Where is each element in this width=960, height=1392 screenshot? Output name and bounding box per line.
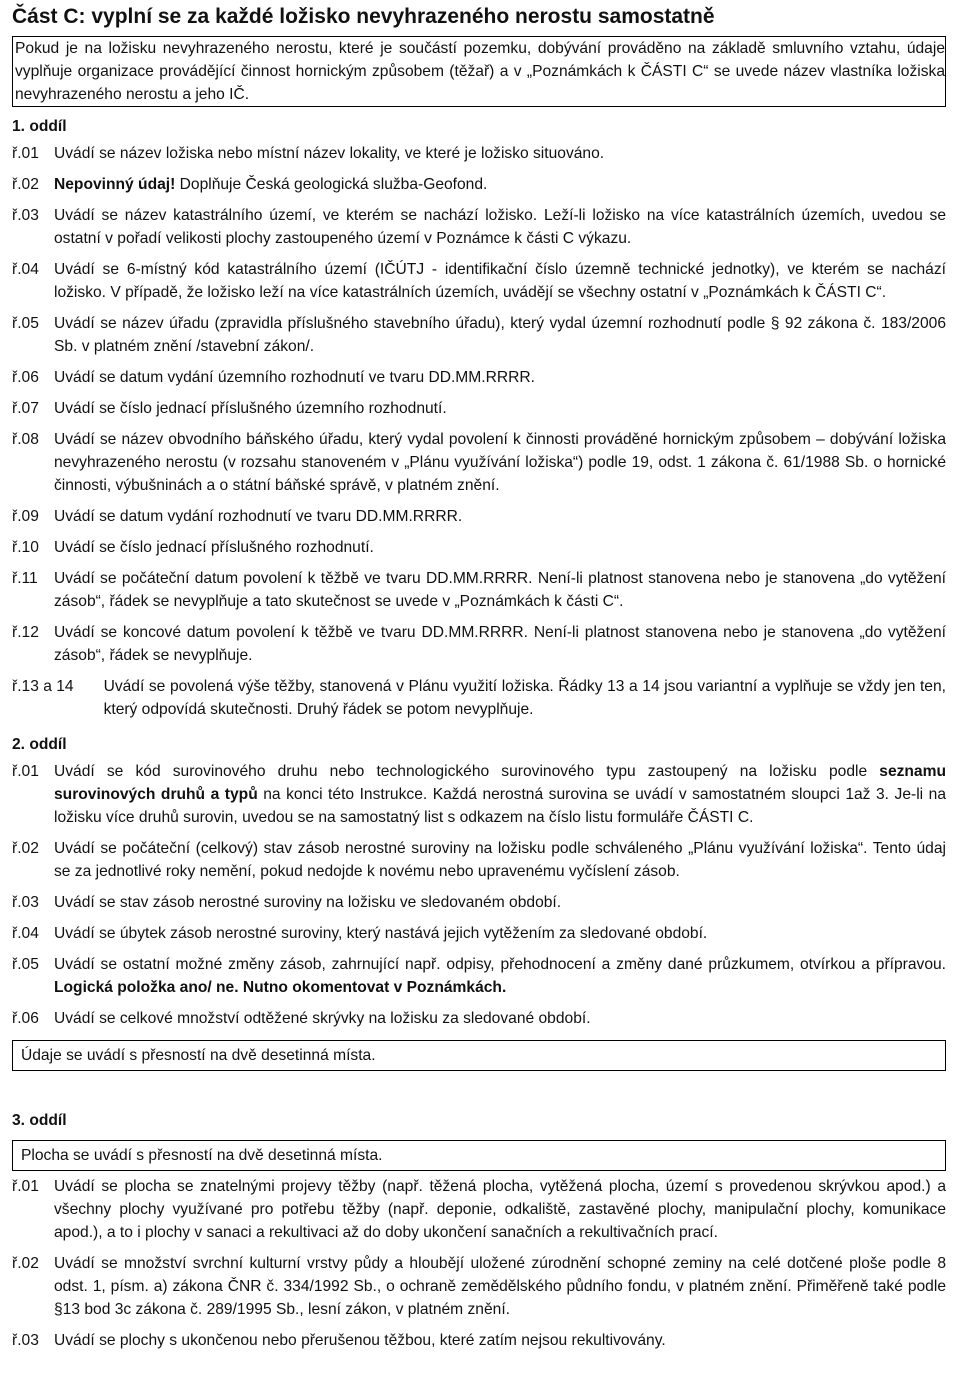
s2-row-06 (12, 1007, 946, 1030)
row-bold-text: Logická položka ano/ ne. Nutno okomentovat v Poznámkách. (54, 979, 507, 996)
row-text: Uvádí se koncové datum povolení k těžbě ve tvaru DD.MM.RRRR. Není-li platnost stanovena nebo je stanovena „do vytěžení zásob“, řádek se nevyplňuje. (54, 624, 946, 664)
row-label: ř.01 (12, 145, 39, 162)
s3-row-03 (12, 1329, 946, 1352)
row-bold-text: Nepovinný údaj! (54, 176, 176, 193)
row-text-continued: na konci této Instrukce. Každá nerostná surovina se uvádí v samostatném sloupci 1až 3. Je-li na ložisku více druhů surovin, uvedou se na samostatný list s odkazem na číslo listu formuláře ČÁSTI C. (54, 786, 946, 826)
row-text: Uvádí se množství svrchní kulturní vrstvy půdy a hloubějí uložené zúrodnění schopné zeminy na celé dotčené ploše podle 8 odst. 1, písm. a) zákona ČNR č. 334/1992 Sb., o ochraně zemědělského půdního fondu, v platném znění. Přiměřeně také podle §13 bod 3c zákona č. 289/1995 Sb., lesní zákon, v platném znění. (54, 1255, 946, 1318)
row-text: Uvádí se název katastrálního území, ve kterém se nachází ložisko. Leží-li ložisko na více katastrálních územích, uvedou se ostatní v pořadí velikosti plochy zastoupeného území v Poznámce k části C výkazu. (54, 207, 946, 247)
row-label: ř.01 (12, 763, 39, 780)
row-text: Uvádí se celkové množství odtěžené skrývky na ložisku za sledované období. (54, 1010, 591, 1027)
row-text: Uvádí se název ložiska nebo místní název lokality, ve které je ložisko situováno. (54, 145, 605, 162)
row-label: ř.07 (12, 400, 39, 417)
s1-row-01 (12, 142, 946, 165)
row-bold-text: seznamu surovinových druhů a typů (54, 763, 946, 803)
row-text: Uvádí se číslo jednací příslušného územního rozhodnutí. (54, 400, 447, 417)
row-label: ř.13 a 14 (12, 678, 74, 695)
row-text: Uvádí se 6-místný kód katastrálního území (IČÚTJ - identifikační číslo územně technické jednotky), ve kterém se nachází ložisko. V případě, že ložisko leží na více katastrálních územích, uvádějí se všechny ostatní v „Poznámkách k ČÁSTI C“. (54, 261, 946, 301)
row-label: ř.04 (12, 925, 39, 942)
row-label: ř.05 (12, 315, 39, 332)
s2-row-04 (12, 922, 946, 945)
s1-row-13-14 (12, 675, 946, 721)
s1-row-03 (12, 204, 946, 250)
section-3-note-box (12, 1140, 946, 1171)
s3-row-02 (12, 1252, 946, 1321)
s2-row-02 (12, 837, 946, 883)
s1-row-10 (12, 536, 946, 559)
row-text: Uvádí se stav zásob nerostné suroviny na ložisku ve sledovaném období. (54, 894, 562, 911)
s1-row-05 (12, 312, 946, 358)
row-text: Uvádí se počáteční datum povolení k těžbě ve tvaru DD.MM.RRRR. Není-li platnost stanovena nebo je stanovena „do vytěžení zásob“, řádek se nevyplňuje a tato skutečnost se uvede v „Poznámkách k části C“. (54, 570, 946, 610)
row-text: Uvádí se datum vydání rozhodnutí ve tvaru DD.MM.RRRR. (54, 508, 463, 525)
s1-row-06 (12, 366, 946, 389)
s1-row-09 (12, 505, 946, 528)
section-1-heading: 1. oddíl (12, 118, 67, 135)
row-label: ř.10 (12, 539, 39, 556)
row-label: ř.06 (12, 1010, 39, 1027)
row-label: ř.11 (12, 570, 38, 587)
row-label: ř.04 (12, 261, 39, 278)
row-label: ř.01 (12, 1178, 39, 1195)
s2-row-03 (12, 891, 946, 914)
row-text: Uvádí se název úřadu (zpravidla příslušného stavebního úřadu), který vydal územní rozhodnutí podle § 92 zákona č. 183/2006 Sb. v platném znění /stavební zákon/. (54, 315, 946, 355)
row-label: ř.02 (12, 840, 39, 857)
row-text: Uvádí se ostatní možné změny zásob, zahrnující např. odpisy, přehodnocení a změny dané průzkumem, otvírkou a přípravou. (54, 956, 946, 973)
intro-box (12, 36, 946, 107)
row-label: ř.06 (12, 369, 39, 386)
s2-row-05 (12, 953, 946, 999)
row-label: ř.12 (12, 624, 39, 641)
row-text: Uvádí se název obvodního báňského úřadu, který vydal povolení k činnosti prováděné hornickým způsobem – dobývání ložiska nevyhrazeného nerostu (v rozsahu stanoveném v „Plánu využívání ložiska“) podle 19, odst. 1 zákona č. 61/1988 Sb. o hornické činnosti, výbušninách a o státní báňské správě, v platném znění. (54, 431, 946, 494)
row-text: Uvádí se povolená výše těžby, stanovená v Plánu využití ložiska. Řádky 13 a 14 jsou variantní a vyplňuje se vždy jen ten, který odpovídá skutečnosti. Druhý řádek se potom nevyplňuje. (103, 678, 946, 718)
note-text: Plocha se uvádí s přesností na dvě desetinná místa. (21, 1147, 383, 1164)
note-text: Údaje se uvádí s přesností na dvě desetinná místa. (21, 1047, 376, 1064)
s1-row-04 (12, 258, 946, 304)
intro-text: Pokud je na ložisku nevyhrazeného nerostu, které je součástí pozemku, dobývání prováděno na základě smluvního vztahu, údaje vyplňuje organizace provádějící činnost hornickým způsobem (těžař) a v „Poznámkách k ČÁSTI C“ se uvede název vlastníka ložiska nevyhrazeného nerostu a jeho IČ. (15, 40, 945, 103)
row-label: ř.03 (12, 894, 39, 911)
s1-row-12 (12, 621, 946, 667)
page-title: Část C: vyplní se za každé ložisko nevyhrazeného nerostu samostatně (12, 5, 715, 28)
row-text: Uvádí se datum vydání územního rozhodnutí ve tvaru DD.MM.RRRR. (54, 369, 536, 386)
row-text: Doplňuje Česká geologická služba-Geofond. (175, 176, 488, 193)
row-text: Uvádí se číslo jednací příslušného rozhodnutí. (54, 539, 374, 556)
s1-row-08 (12, 428, 946, 497)
s2-row-01 (12, 760, 946, 829)
row-text: Uvádí se plocha se znatelnými projevy těžby (např. těžená plocha, vytěžená plocha, území s provedenou skrývkou apod.) a všechny plochy využívané pro potřebu těžby (např. deponie, odkaliště, zastavěné plochy, manipulační plochy, komunikace apod.), a to i plochy v sanaci a rekultivaci až do doby ukončení sanačních a rekultivačních prací. (54, 1178, 946, 1241)
row-label: ř.08 (12, 431, 39, 448)
s1-row-07 (12, 397, 946, 420)
s1-row-11 (12, 567, 946, 613)
row-label: ř.05 (12, 956, 39, 973)
s3-row-01 (12, 1175, 946, 1244)
s1-row-02 (12, 173, 946, 196)
section-2-note-box (12, 1040, 946, 1071)
row-text: Uvádí se plochy s ukončenou nebo přerušenou těžbou, které zatím nejsou rekultivovány. (54, 1332, 666, 1349)
row-text: Uvádí se počáteční (celkový) stav zásob nerostné suroviny na ložisku podle schváleného „Plánu využívání ložiska“. Tento údaj se za jednotlivé roky nemění, pokud nedojde k novému nebo upravenému vyčíslení zásob. (54, 840, 946, 880)
section-2-heading: 2. oddíl (12, 736, 67, 753)
row-label: ř.03 (12, 1332, 39, 1349)
row-label: ř.02 (12, 176, 39, 193)
row-text: Uvádí se úbytek zásob nerostné suroviny, který nastává jejich vytěžením za sledované období. (54, 925, 708, 942)
section-3-heading: 3. oddíl (12, 1112, 67, 1129)
row-label: ř.02 (12, 1255, 39, 1272)
row-label: ř.03 (12, 207, 39, 224)
row-label: ř.09 (12, 508, 39, 525)
row-text: Uvádí se kód surovinového druhu nebo technologického surovinového typu zastoupený na ložisku podle (54, 763, 880, 780)
